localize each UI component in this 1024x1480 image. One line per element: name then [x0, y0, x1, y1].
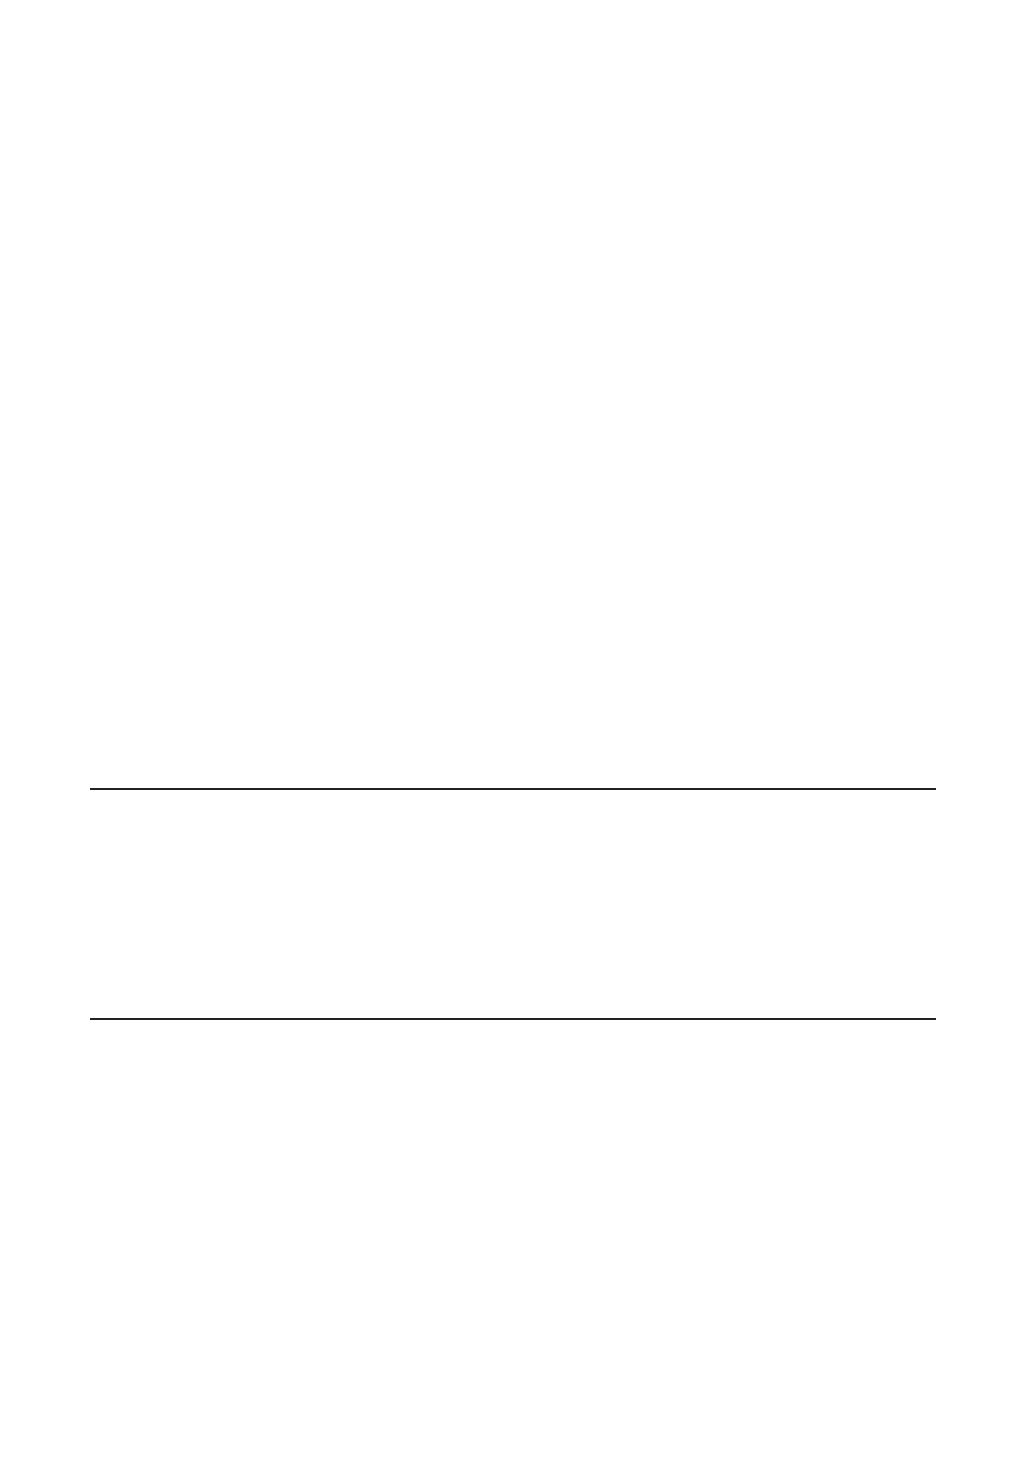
footnotes	[90, 1326, 936, 1330]
section-divider-top	[90, 788, 936, 790]
section-divider-bottom	[90, 1018, 936, 1020]
